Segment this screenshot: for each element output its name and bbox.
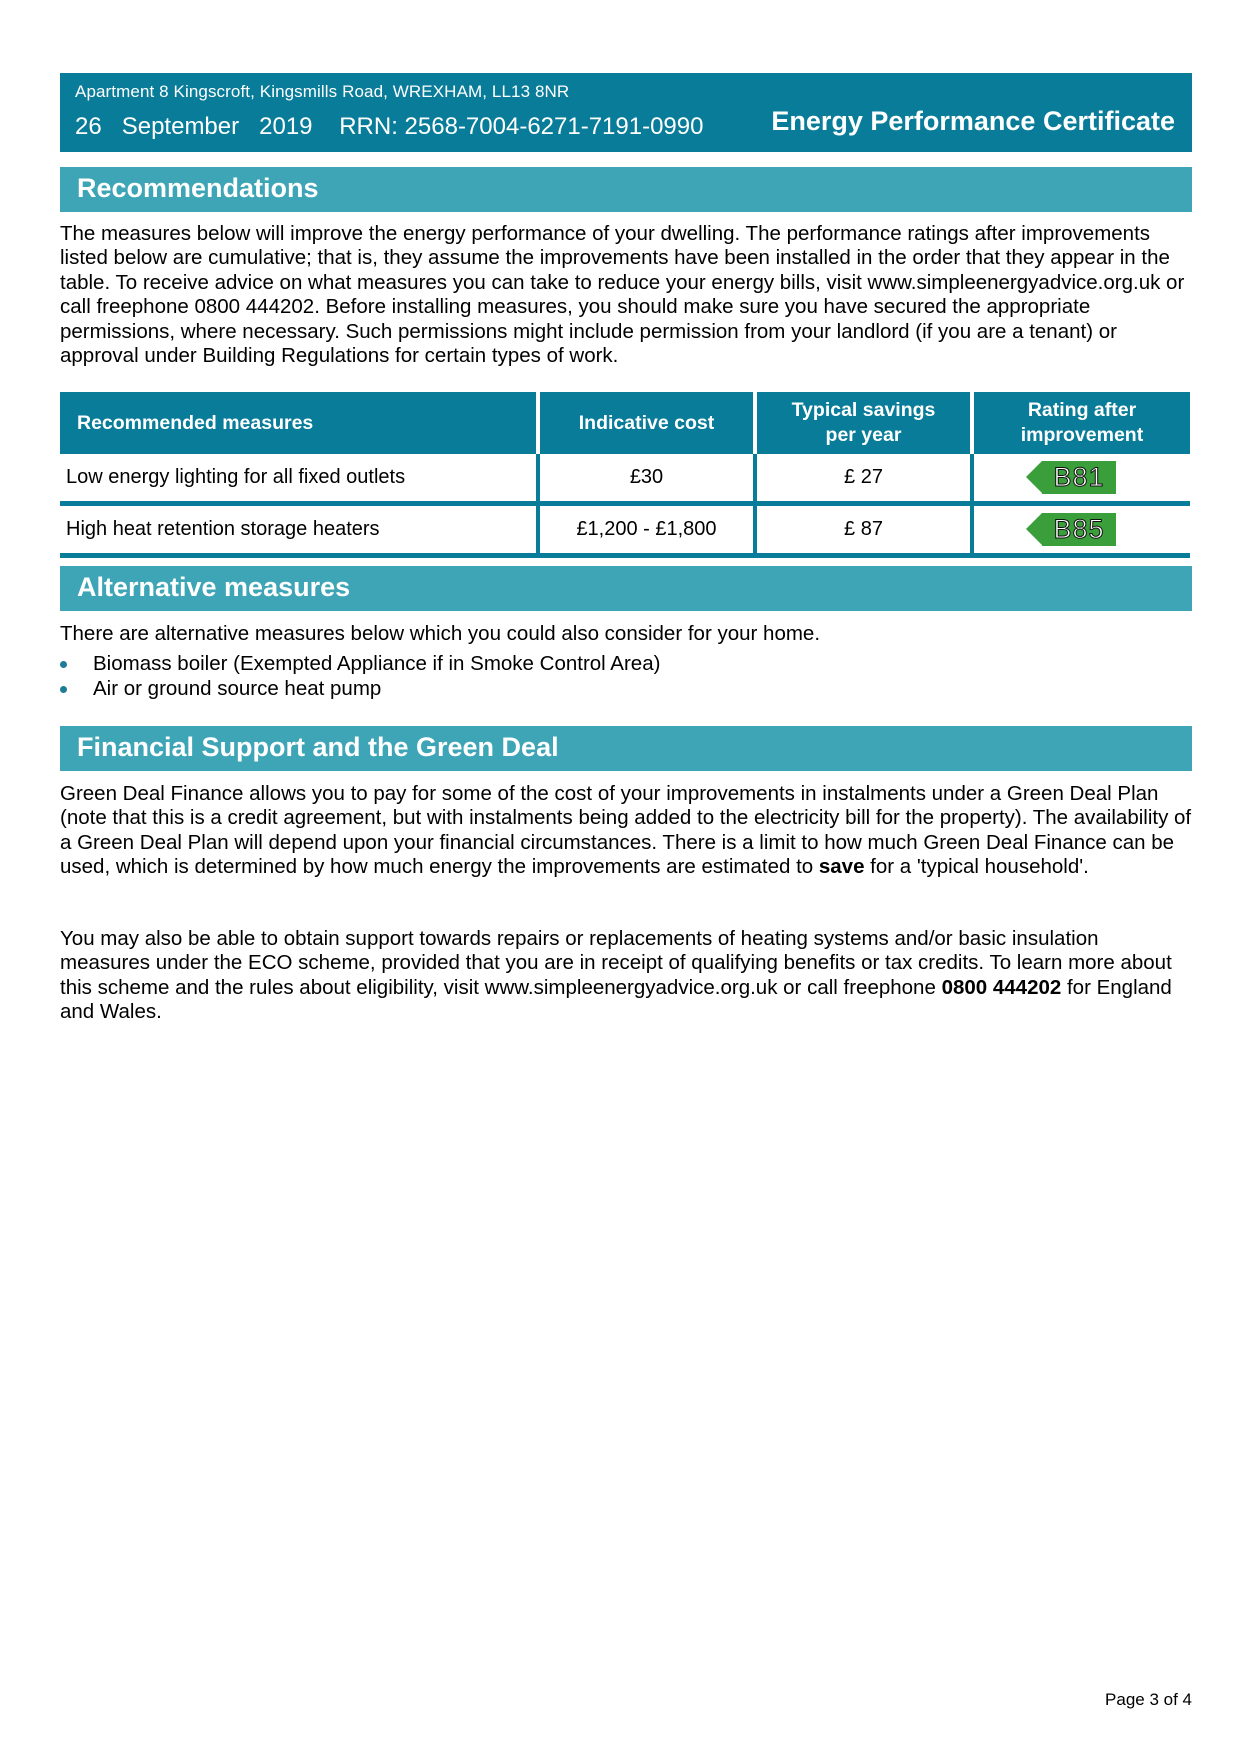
- date-year: 2019: [259, 113, 313, 140]
- rating-arrow-icon: [1026, 461, 1042, 493]
- section-title: Financial Support and the Green Deal: [77, 732, 559, 762]
- date-month: September: [121, 113, 240, 140]
- section-title: Recommendations: [77, 173, 319, 203]
- bullet-icon: [60, 661, 67, 668]
- table-row: [60, 454, 1190, 504]
- rating-arrow-badge: [1026, 513, 1108, 546]
- rrn-number: 2568-7004-6271-7191-0990: [404, 113, 704, 140]
- section-header-recommendations: [60, 167, 1192, 212]
- section-header-financial-support: [60, 726, 1192, 771]
- property-address: Apartment 8 Kingscroft, Kingsmills Road, WREXHAM, LL13 8NR: [75, 82, 570, 101]
- column-header-measure: Recommended measures: [60, 392, 538, 454]
- eco-scheme-paragraph: You may also be able to obtain support towards repairs or replacements of heating systems and/or basic insulation measures under the ECO scheme, provided that you are in receipt of qualifying benefits or tax credits. To learn more about this scheme and the rules about eligibility, visit www.simpleenergyadvice.org.uk or call freephone 0800 444202 for England and Wales.: [60, 927, 1172, 1024]
- table-row: [60, 504, 1190, 556]
- rating-cell: [972, 454, 1190, 504]
- indicative-cost: £1,200 - £1,800: [538, 504, 755, 556]
- list-item: Biomass boiler (Exempted Appliance if in Smoke Control Area): [60, 652, 660, 677]
- table-header-row: [60, 392, 1190, 454]
- rating-arrow-icon: [1026, 513, 1042, 545]
- column-header-cost: Indicative cost: [538, 392, 755, 454]
- freephone-number: 0800 444202: [941, 975, 1062, 999]
- measure-name: High heat retention storage heaters: [60, 504, 538, 556]
- rating-cell: [972, 504, 1190, 556]
- column-header-rating: Rating after improvement: [972, 392, 1190, 454]
- emphasis-save: save: [818, 855, 865, 879]
- list-item: Air or ground source heat pump: [60, 677, 660, 702]
- bullet-icon: [60, 686, 67, 693]
- column-header-savings: Typical savings per year: [755, 392, 972, 454]
- recommended-measures-table: [60, 392, 1190, 558]
- section-header-alternative-measures: [60, 566, 1192, 611]
- page-number: Page 3 of 4: [1105, 1690, 1192, 1709]
- certificate-header-banner: [60, 73, 1192, 152]
- certificate-date-rrn: [75, 113, 703, 141]
- typical-savings: £ 27: [755, 454, 972, 504]
- alternative-intro: There are alternative measures below which you could also consider for your home.: [60, 622, 821, 645]
- rating-value: B85: [1042, 513, 1116, 546]
- rating-value: B81: [1042, 461, 1116, 494]
- rating-arrow-badge: [1026, 461, 1108, 494]
- indicative-cost: £30: [538, 454, 755, 504]
- alternative-measures-list: [60, 652, 660, 701]
- section-title: Alternative measures: [77, 572, 351, 602]
- rrn-label: RRN:: [339, 113, 398, 140]
- measure-name: Low energy lighting for all fixed outlets: [60, 454, 538, 504]
- recommendations-intro: The measures below will improve the energy performance of your dwelling. The performance ratings after improvements listed below are cumulative; that is, they assume the improvements have been installed in the order that they appear in the table. To receive advice on what measures you can take to reduce your energy bills, visit www.simpleenergyadvice.org.uk or call freephone 0800 444202. Before installing measures, you should make sure you have secured the appropriate permissions, where necessary. Such permissions might include permission from your landlord (if you are a tenant) or approval under Building Regulations for certain types of work.: [60, 222, 1185, 368]
- document-title: Energy Performance Certificate: [771, 106, 1175, 136]
- green-deal-paragraph: Green Deal Finance allows you to pay for some of the cost of your improvements in instalments under a Green Deal Plan (note that this is a credit agreement, but with instalments being added to the electricity bill for the property). The availability of a Green Deal Plan will depend upon your financial circumstances. There is a limit to how much Green Deal Finance can be used, which is determined by how much energy the improvements are estimated to save for a 'typical household'.: [60, 782, 1192, 879]
- typical-savings: £ 87: [755, 504, 972, 556]
- date-day: 26: [75, 113, 102, 140]
